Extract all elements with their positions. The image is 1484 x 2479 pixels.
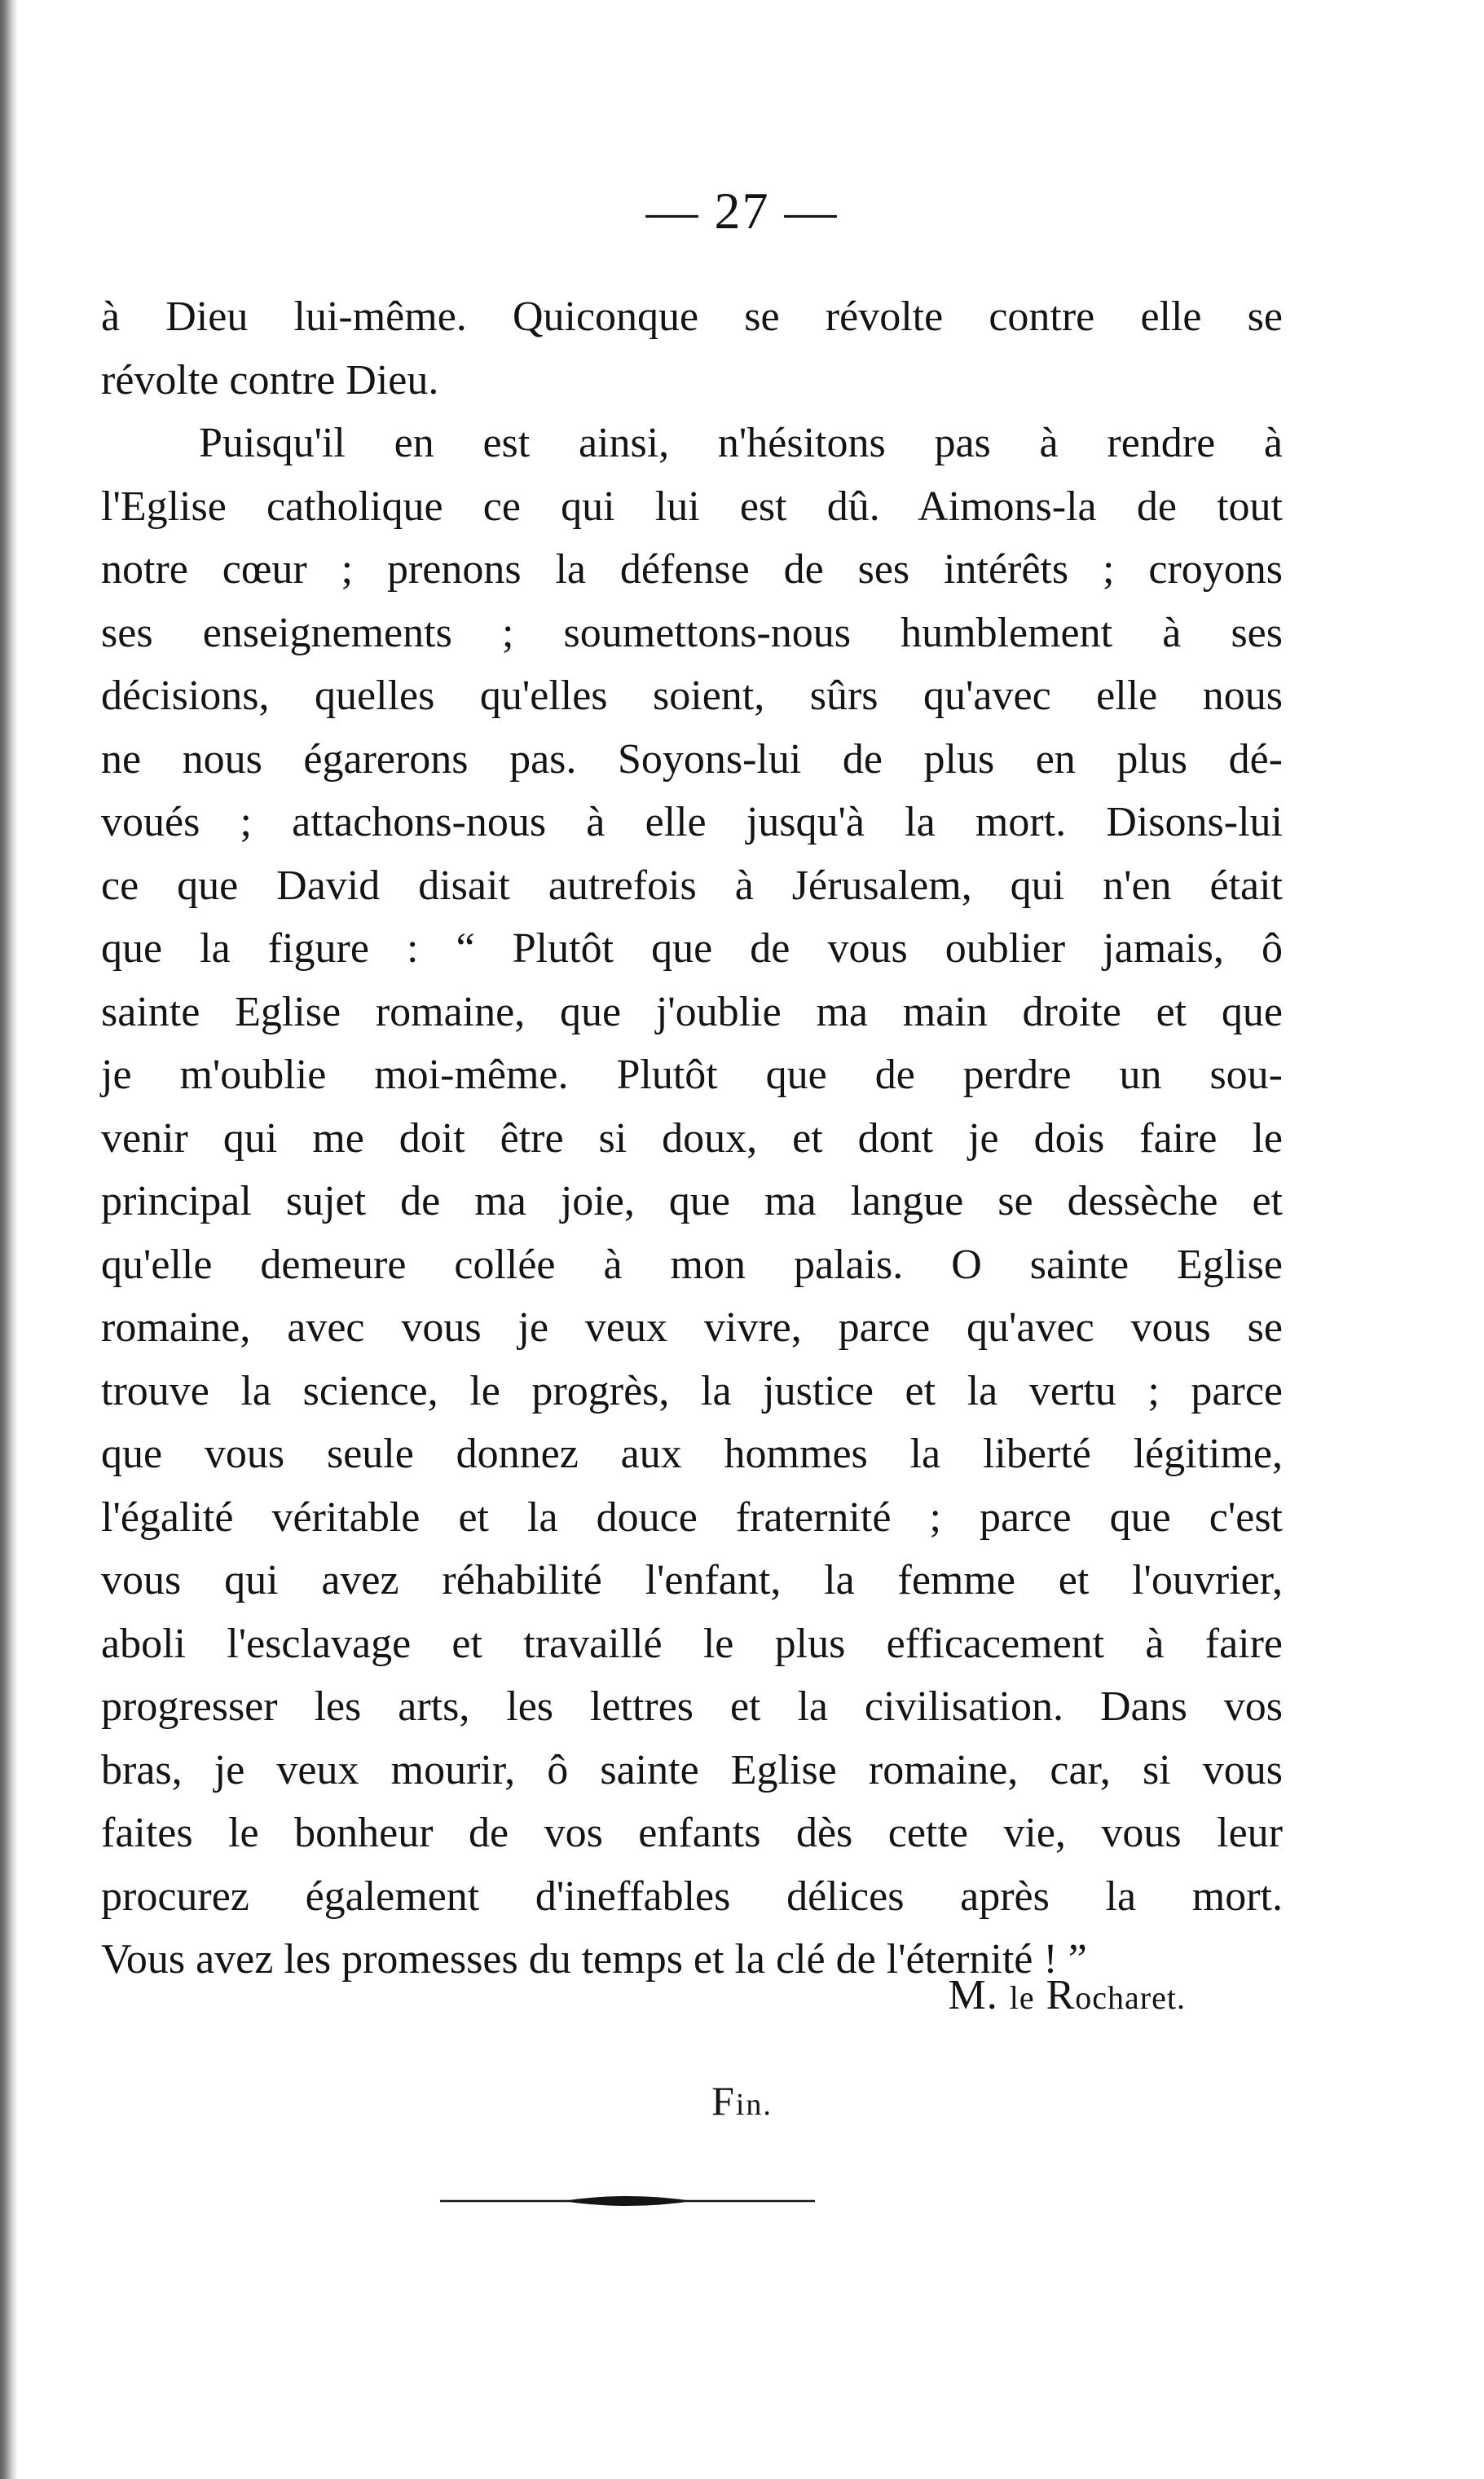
text-line: que la figure : “ Plutôt que de vous oublier jamais, ô bbox=[101, 925, 1283, 972]
page-number: — 27 — bbox=[645, 182, 839, 240]
signature-surname-rest: ocharet. bbox=[1075, 1979, 1186, 2016]
signature-surname-initial: R bbox=[1046, 1972, 1076, 2018]
body-text bbox=[101, 285, 1283, 1992]
fin-initial: F bbox=[711, 2078, 736, 2124]
author-signature bbox=[0, 1971, 1186, 2019]
text-line: qu'elle demeure collée à mon palais. O sainte Eglise bbox=[101, 1241, 1283, 1288]
fin-rest: in. bbox=[735, 2088, 773, 2122]
text-line: venir qui me doit être si doux, et dont je dois faire le bbox=[101, 1114, 1283, 1162]
ornamental-divider bbox=[440, 2193, 815, 2209]
text-line: décisions, quelles qu'elles soient, sûrs qu'avec elle nous bbox=[101, 673, 1283, 719]
text-line: trouve la science, le progrès, la justice et la vertu ; parce bbox=[101, 1367, 1283, 1414]
text-line: voués ; attachons-nous à elle jusqu'à la mort. Disons-lui bbox=[101, 799, 1283, 845]
text-line: que vous seule donnez aux hommes la liberté légitime, bbox=[101, 1431, 1283, 1477]
text-line: sainte Eglise romaine, que j'oublie ma main droite et que bbox=[101, 988, 1283, 1035]
text-line: procurez également d'ineffables délices après la mort. bbox=[101, 1872, 1283, 1920]
text-line: je m'oublie moi-même. Plutôt que de perdre un sou- bbox=[101, 1052, 1283, 1098]
text-line: Puisqu'il en est ainsi, n'hésitons pas à rendre à bbox=[199, 420, 1283, 466]
text-line: Vous avez les promesses du temps et la clé de l'éternité ! ” bbox=[101, 1936, 1087, 1983]
signature-initial: M. bbox=[948, 1972, 998, 2018]
text-line: romaine, avec vous je veux vivre, parce qu'avec vous se bbox=[101, 1304, 1283, 1351]
signature-particle: le bbox=[1009, 1979, 1035, 2016]
text-line: faites le bonheur de vos enfants dès cette vie, vous leur bbox=[101, 1810, 1283, 1856]
text-line: principal sujet de ma joie, que ma langue se dessèche et bbox=[101, 1178, 1283, 1224]
text-line: ne nous égarerons pas. Soyons-lui de plus en plus dé- bbox=[101, 735, 1283, 783]
fin-label bbox=[0, 2077, 1484, 2124]
text-line: notre cœur ; prenons la défense de ses intérêts ; croyons bbox=[101, 546, 1283, 593]
text-line: progresser les arts, les lettres et la civilisation. Dans vos bbox=[101, 1683, 1283, 1730]
text-line: ce que David disait autrefois à Jérusalem, qui n'en était bbox=[101, 862, 1283, 909]
text-line: l'égalité véritable et la douce fraternité ; parce que c'est bbox=[101, 1493, 1283, 1541]
text-line: révolte contre Dieu. bbox=[101, 356, 439, 404]
text-line: vous qui avez réhabilité l'enfant, la femme et l'ouvrier, bbox=[101, 1557, 1283, 1603]
text-line: aboli l'esclavage et travaillé le plus efficacement à faire bbox=[101, 1620, 1283, 1667]
text-line: l'Eglise catholique ce qui lui est dû. Aimons-la de tout bbox=[101, 483, 1283, 530]
text-line: bras, je veux mourir, ô sainte Eglise romaine, car, si vous bbox=[101, 1746, 1283, 1793]
text-line: à Dieu lui-même. Quiconque se révolte contre elle se bbox=[101, 293, 1283, 340]
text-line: ses enseignements ; soumettons-nous humblement à ses bbox=[101, 609, 1283, 656]
